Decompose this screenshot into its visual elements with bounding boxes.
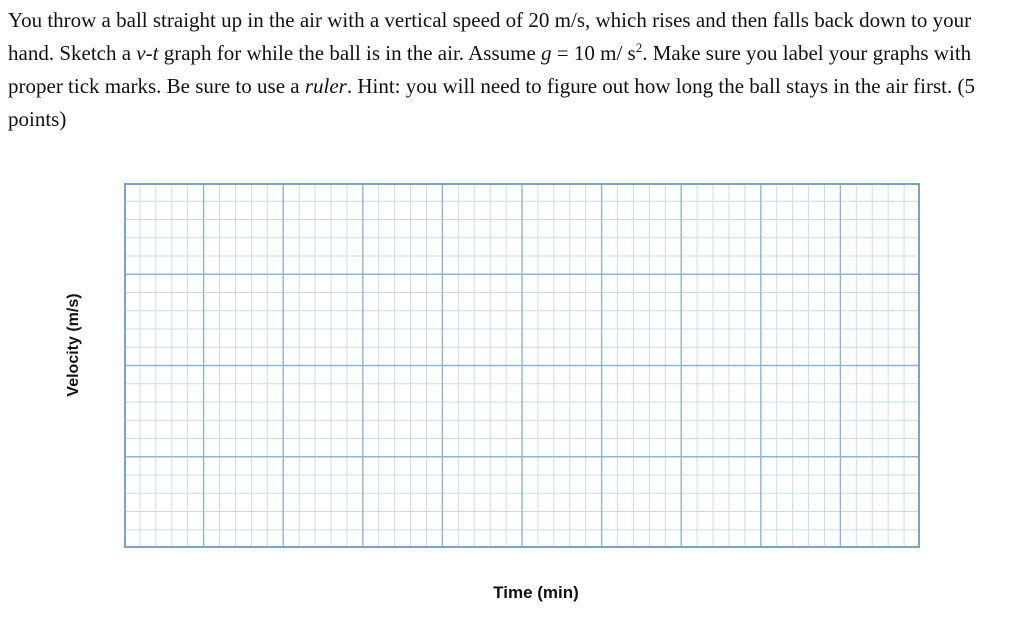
question-part-1: You throw a ball straight up in the air with a vertical speed of 20 m/s, which rises and then falls back down to your hand. Sketch a [8, 8, 972, 65]
g-symbol: g [541, 41, 552, 65]
y-axis-label: Velocity (m/s) [65, 293, 82, 397]
g-value: = 10 m/ s [551, 41, 636, 65]
vt-symbol: v-t [136, 41, 159, 65]
graph-paper[interactable] [124, 183, 920, 548]
question-text [8, 4, 1016, 136]
question-part-2: graph for while the ball is in the air. Assume [158, 41, 542, 65]
g-exponent: 2 [635, 40, 643, 55]
question-part-3: . Make sure you label your graphs with proper tick marks. Be sure to use a [8, 41, 972, 98]
question-part-4: . Hint: you will need to figure out how long the ball stays in the air first. (5 points) [8, 74, 975, 131]
ruler-emphasis: ruler [304, 74, 347, 98]
graph-grid[interactable] [124, 183, 920, 548]
x-axis-label: Time (min) [493, 583, 579, 602]
